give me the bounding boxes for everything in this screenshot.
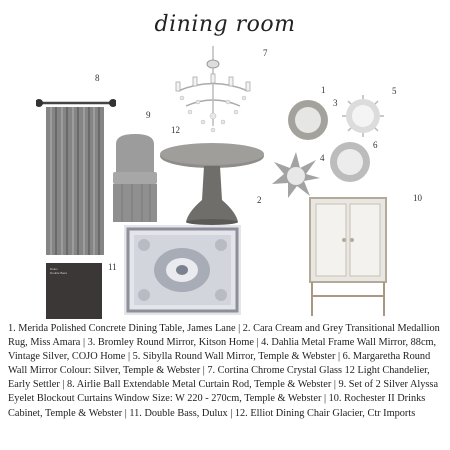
item-number-11: 11	[108, 262, 117, 272]
round-mirror-3-image	[338, 94, 388, 138]
item-number-1: 1	[321, 85, 326, 95]
paint-swatch	[46, 263, 102, 319]
item-number-2: 2	[257, 195, 262, 205]
dining-table-image	[158, 140, 266, 226]
drinks-cabinet-image	[308, 196, 390, 318]
dining-chair-image	[110, 132, 160, 228]
moodboard-title: dining room	[154, 12, 296, 37]
round-mirror-4-image	[328, 140, 372, 184]
swatch-name: Double Bass	[50, 271, 68, 275]
item-number-5: 5	[392, 86, 397, 96]
item-number-7: 7	[263, 48, 268, 58]
item-number-12: 12	[171, 125, 180, 135]
rug-image	[124, 225, 241, 315]
item-number-10: 10	[413, 193, 422, 203]
starburst-mirror-image	[270, 150, 322, 200]
curtains-image	[36, 95, 116, 257]
product-list-caption: 1. Merida Polished Concrete Dining Table, James Lane | 2. Cara Cream and Grey Transitional Medallion Rug, Miss Amara | 3. Bromley Round Mirror, Kitson Home | 4. Dahlia Metal Frame Wall Mirror, 88cm, Vintage Silver, COJO Home | 5. Sibylla Round Wall Mirror, Temple & Webster | 6. Margaretha Round Wall Mirror Colour: Silver, Temple & Webster | 7. Cortina Chrome Crystal Glass 12 Light Chandelier, Early Settler | 8. Airlie Ball Extendable Metal Curtain Rod, Temple & Webster | 9. Set of 2 Silver Alyssa Eyelet Blockout Curtains Window Size: W 220 - 270cm, Temple & Webster | 10. Rochester II Drinks Cabinet, Temple & Webster | 11. Double Bass, Dulux | 12. Elliot Dining Chair Glacier, Ctr Imports	[8, 323, 440, 419]
item-number-6: 6	[373, 140, 378, 150]
round-mirror-1-image	[286, 98, 330, 142]
item-number-9: 9	[146, 110, 151, 120]
item-number-8: 8	[95, 73, 100, 83]
swatch-brand: Dulux	[50, 267, 58, 271]
item-number-3: 3	[333, 98, 338, 108]
chandelier-image	[168, 46, 258, 134]
item-number-4: 4	[320, 153, 325, 163]
